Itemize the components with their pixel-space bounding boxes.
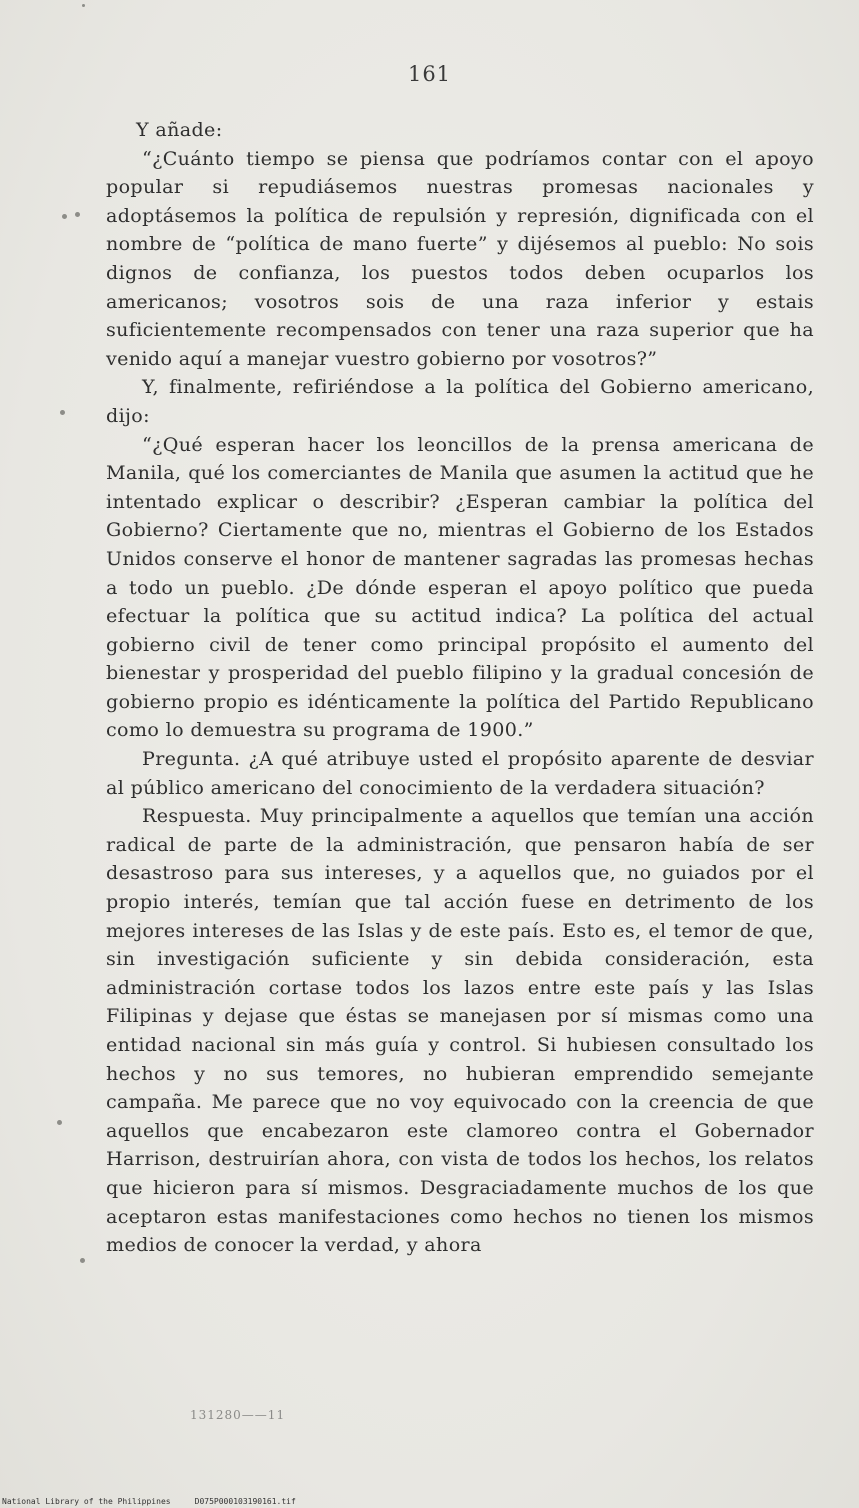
scan-speck [60, 410, 65, 415]
paragraph: Y, finalmente, refiriéndose a la política del Gobierno americano, dijo: [106, 375, 814, 427]
scan-speck [80, 1258, 85, 1263]
scan-speck [62, 214, 67, 219]
scan-speck [57, 1120, 62, 1125]
scan-speck [75, 212, 80, 217]
paragraph: Respuesta. Muy principalmente a aquellos que temían una acción radical de parte de la administración, que pensaron había de ser desastroso para sus intereses, y a aquellos que, no guiados por el propio interés, temían que tal acción fuese en detrimento de los mejores intereses de las Islas y de este país. Esto es, el temor de que, sin investigación suficiente y sin debida consideración, esta administración cortase todos los lazos entre este país y las Islas Filipinas y dejase que éstas se manejasen por sí mismas como una entidad nacional sin más guía y control. Si hubiesen consultado los hechos y no sus temores, no hubieran emprendido semejante campaña. Me parece que no voy equivocado con la creencia de que aquellos que encabezaron este clamoreo contra el Gobernador Harrison, destruirían ahora, con vista de todos los hechos, los relatos que hicieron para sí mismos. Desgraciadamente muchos de los que aceptaron estas manifestaciones como hechos no tienen los mismos medios de conocer la verdad, y ahora [106, 804, 814, 1257]
printer-signature: 131280——11 [190, 1408, 286, 1422]
paragraph: “¿Cuánto tiempo se piensa que podríamos contar con el apoyo popular si repudiásemos nuestras promesas nacionales y adoptásemos la política de repulsión y represión, dignificada con el nombre de “política de mano fuerte” y dijésemos al pueblo: No sois dignos de confianza, los puestos todos deben ocuparlos los americanos; vosotros sois de una raza inferior y estais suficientemente recompensados con tener una raza superior que ha venido aquí a manejar vuestro gobierno por vosotros?” [106, 146, 814, 370]
paragraph: Y añade: [136, 118, 223, 141]
archive-footer: National Library of the Philippines D075P000103190161.tif [2, 1497, 296, 1506]
body-text [106, 116, 814, 1260]
page-number: 161 [407, 62, 452, 86]
paragraph: Pregunta. ¿A qué atribuye usted el propósito aparente de desviar al público americano del conocimiento de la verdadera situación? [106, 747, 814, 799]
paragraph: “¿Qué esperan hacer los leoncillos de la prensa americana de Manila, qué los comerciantes de Manila que asumen la actitud que he intentado explicar o describir? ¿Esperan cambiar la política del Gobierno? Ciertamente que no, mientras el Gobierno de los Estados Unidos conserve el honor de mantener sagradas las promesas hechas a todo un pueblo. ¿De dónde esperan el apoyo político que pueda efectuar la política que su actitud indica? La política del actual gobierno civil de tener como principal propósito el aumento del bienestar y prosperidad del pueblo filipino y la gradual concesión de gobierno propio es idénticamente la política del Partido Republicano como lo demuestra su programa de 1900.” [106, 432, 814, 742]
scan-speck [82, 4, 85, 7]
